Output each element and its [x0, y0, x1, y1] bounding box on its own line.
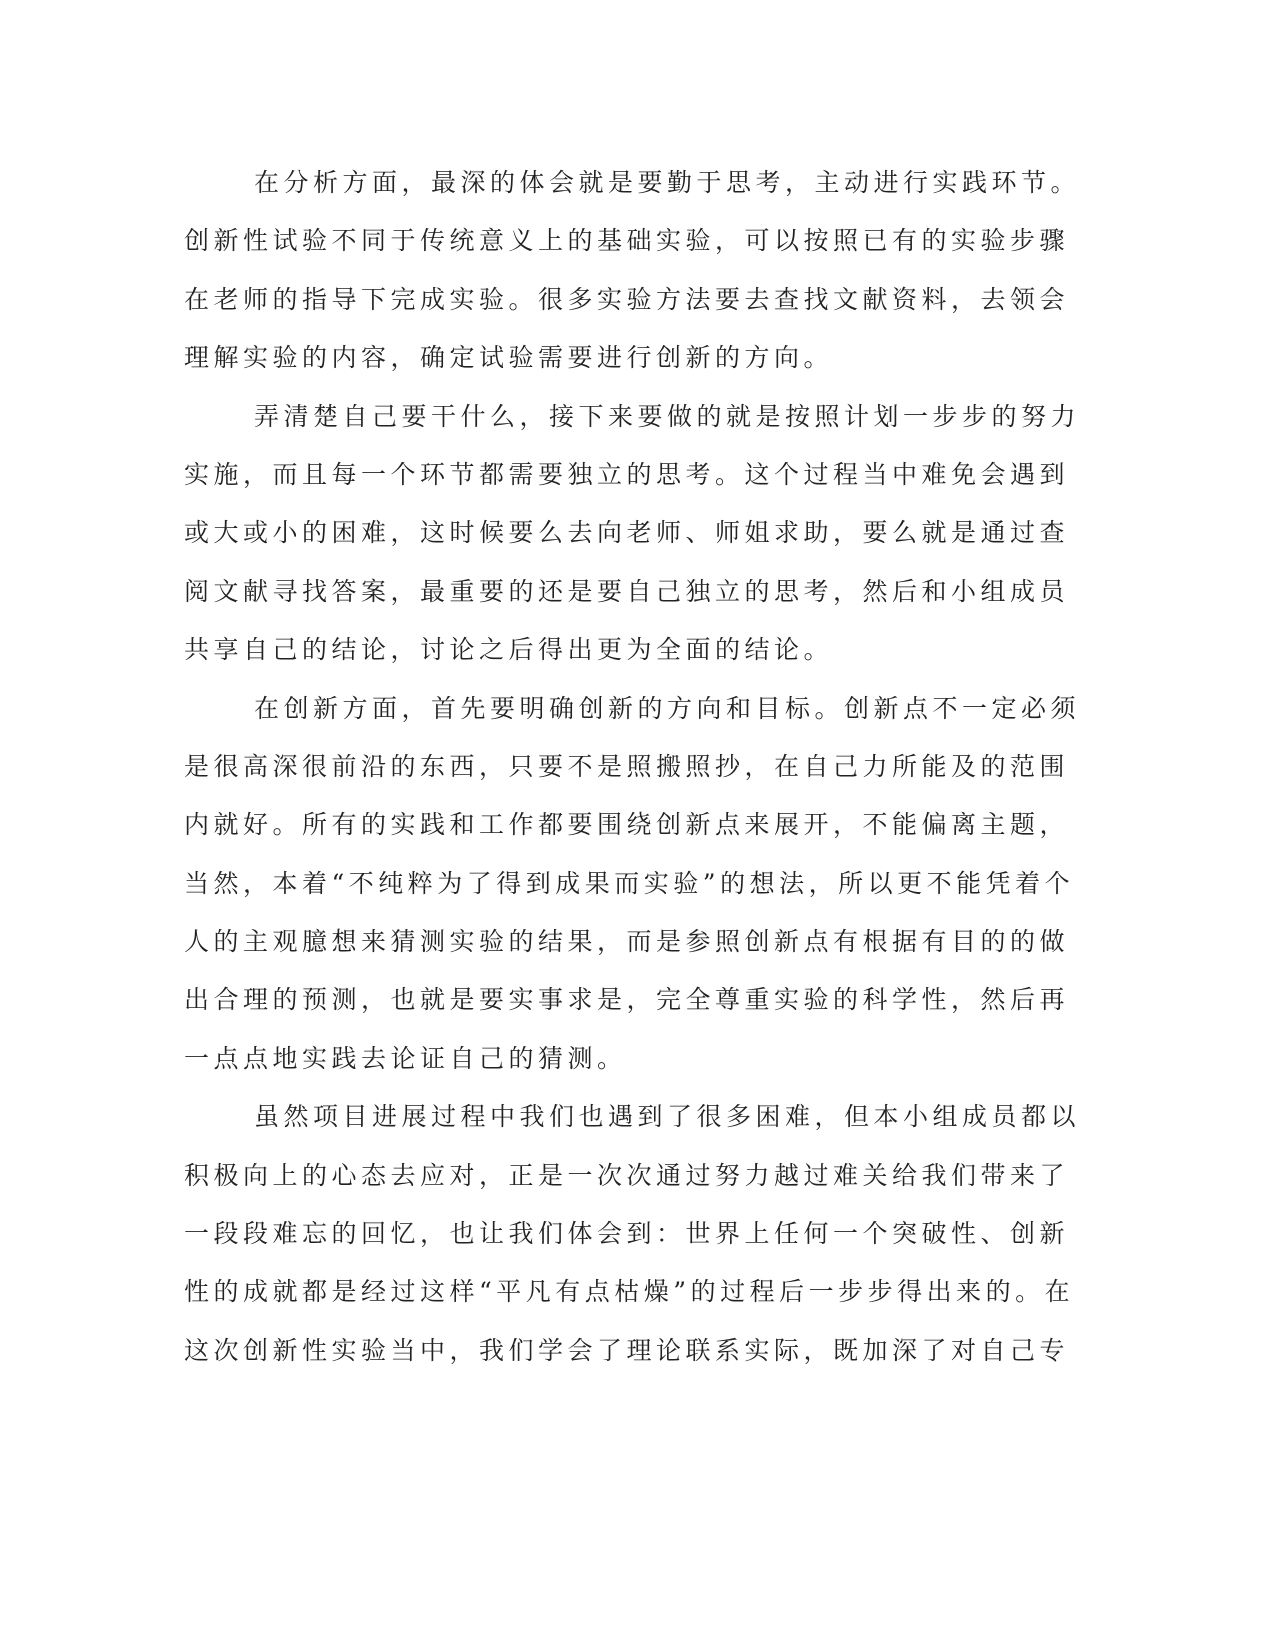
text-line: 创新性试验不同于传统意义上的基础实验，可以按照已有的实验步骤	[184, 226, 1070, 256]
text-line: 或大或小的困难，这时候要么去向老师、师姐求助，要么就是通过查	[184, 518, 1070, 548]
paragraph-planning	[184, 388, 1081, 680]
text-line: 共享自己的结论，讨论之后得出更为全面的结论。	[184, 635, 834, 665]
text-line: 在分析方面，最深的体会就是要勤于思考，主动进行实践环节。	[254, 168, 1081, 197]
text-line: 这次创新性实验当中，我们学会了理论联系实际，既加深了对自己专	[184, 1335, 1070, 1365]
text-line: 积极向上的心态去应对，正是一次次通过努力越过难关给我们带来了	[184, 1160, 1070, 1190]
text-line: 在老师的指导下完成实验。很多实验方法要去查找文献资料，去领会	[184, 284, 1070, 314]
text-line: 一段段难忘的回忆，也让我们体会到：世界上任何一个突破性、创新	[184, 1219, 1070, 1249]
text-line: 出合理的预测，也就是要实事求是，完全尊重实验的科学性，然后再	[184, 985, 1070, 1015]
body-text	[184, 154, 1081, 1380]
text-line: 理解实验的内容，确定试验需要进行创新的方向。	[184, 343, 834, 373]
text-line: 实施，而且每一个环节都需要独立的思考。这个过程当中难免会遇到	[184, 459, 1070, 489]
paragraph-analysis	[184, 154, 1081, 388]
text-line: 一点点地实践去论证自己的猜测。	[184, 1043, 627, 1073]
text-line: 性的成就都是经过这样“平凡有点枯燥”的过程后一步步得出来的。在	[184, 1277, 1075, 1307]
text-line: 是很高深很前沿的东西，只要不是照搬照抄，在自己力所能及的范围	[184, 751, 1070, 781]
text-line: 虽然项目进展过程中我们也遇到了很多困难，但本小组成员都以	[254, 1102, 1081, 1132]
text-line: 阅文献寻找答案，最重要的还是要自己独立的思考，然后和小组成员	[184, 576, 1070, 606]
text-line: 人的主观臆想来猜测实验的结果，而是参照创新点有根据有目的的做	[184, 927, 1070, 957]
paragraph-reflection	[184, 1088, 1081, 1380]
text-line: 当然，本着“不纯粹为了得到成果而实验”的想法，所以更不能凭着个	[184, 868, 1075, 898]
text-line: 弄清楚自己要干什么，接下来要做的就是按照计划一步步的努力	[254, 401, 1081, 431]
paragraph-innovation	[184, 680, 1081, 1089]
text-line: 内就好。所有的实践和工作都要围绕创新点来展开，不能偏离主题，	[184, 810, 1070, 840]
text-line: 在创新方面，首先要明确创新的方向和目标。创新点不一定必须	[254, 693, 1081, 723]
